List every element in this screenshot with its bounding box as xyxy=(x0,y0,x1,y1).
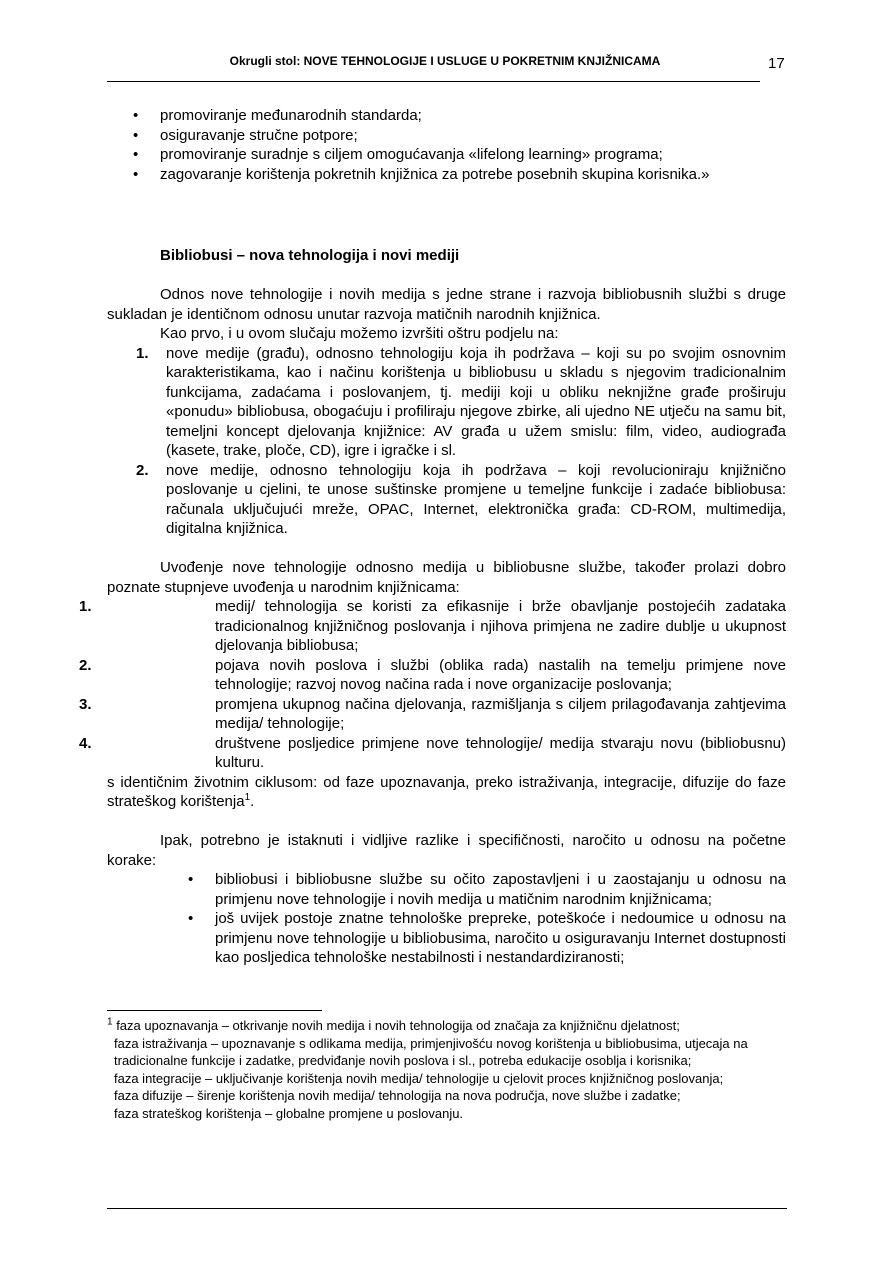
list-item: 1. medij/ tehnologija se koristi za efikasnije i brže obavljanje postojećih zadataka tradicionalnog knjižničnog poslovanja i njihova primjena ne zadire dublje u ukupnost djelovanja bibliobusa; xyxy=(79,598,786,654)
list-number: 3. xyxy=(79,695,92,713)
numbered-list-stages xyxy=(79,597,786,773)
paragraph: Uvođenje nove tehnologije odnosno medija u bibliobusne službe, također prolazi dobro poznate stupnjeve uvođenja u narodnim knjižnicama: xyxy=(107,559,786,596)
paragraph: Ipak, potrebno je istaknuti i vidljive razlike i specifičnosti, naročito u odnosu na početne korake: xyxy=(107,832,786,869)
list-item: • osiguravanje stručne potpore; xyxy=(133,126,358,144)
footnote-item: faza istraživanja – upoznavanje s odlikama medija, primjenjivošću novog korištenja u bibliobusima, utjecaja na tradicionalne funkcije i zadatke, predviđanje novih poslova i sl., potreba edukacije osoblja i korisnika; xyxy=(114,1035,748,1068)
footnote-divider xyxy=(107,1010,322,1011)
list-item: • promoviranje međunarodnih standarda; xyxy=(133,107,422,124)
bullet-icon: • xyxy=(188,910,194,927)
list-number: 1. xyxy=(79,598,92,615)
bullet-list-top xyxy=(107,106,786,184)
bullet-list-differences xyxy=(107,870,786,968)
list-item: • bibliobusi i bibliobusne službe su očito zapostavljeni i u zaostajanju u odnosu na primjenu nove tehnologije i novih medija u matičnim narodnim knjižnicama; xyxy=(188,871,786,908)
list-number: 2. xyxy=(79,656,92,674)
list-number: 4. xyxy=(79,734,92,752)
bullet-icon: • xyxy=(133,126,139,144)
footnotes xyxy=(107,1017,786,1122)
list-item: 2. nove medije, odnosno tehnologiju koja ih podržava – koji revolucioniraju knjižnično poslovanje u cjelini, te unose suštinske promjene u temeljne funkcije i zadaće bibliobusa: računala uključujući mreže, OPAC, Internet, elektronička građa: CD-ROM, multimedija, digitalna knjižnica. xyxy=(136,461,786,537)
footnote-item: $^1$ faza upoznavanja – otkrivanje novih medija i novih tehnologija od značaja za knjižničnu djelatnost; xyxy=(107,1016,680,1033)
bullet-icon: • xyxy=(188,871,194,888)
list-item: 2. pojava novih poslova i službi (oblika rada) nastalih na temelju primjene nove tehnologije; razvoj novog načina rada i nove organizacije poslovanja; xyxy=(79,656,786,693)
footnote-reference[interactable]: 1 xyxy=(244,792,251,803)
page-body xyxy=(79,106,786,968)
list-item: • još uvijek postoje znatne tehnološke prepreke, poteškoće i nedoumice u odnosu na primjenu nove tehnologije u bibliobusima, naročito u osiguravanju Internet dostupnosti kao posljedica tehnološke nestabilnosti i nestandardiziranosti; xyxy=(188,910,786,966)
list-number: 1. xyxy=(136,344,149,362)
list-item: 1. nove medije (građu), odnosno tehnologiju koja ih podržava – koji su po svojim osnovnim karakteristikama, kao i načinu korištenja u bibliobusu u skladu s njegovim tradicionalnim funkcijama, zadaćama i poslovanjem, tj. mediji koji u obliku neknjižne građe proširuju «ponudu» bibliobusa, obogaćuju i profiliraju njegove zbirke, ali ujedno NE utječu na samu bit, temeljni koncept djelovanja knjižnice: AV građa u užem smislu: film, video, audiograđa (kasete, trake, ploče, CD), igre i igračke i sl. xyxy=(136,344,786,459)
running-header-title: Okrugli stol: NOVE TEHNOLOGIJE I USLUGE U POKRETNIM KNJIŽNICAMA xyxy=(229,54,661,68)
bullet-icon: • xyxy=(133,146,139,163)
list-item: 4. društvene posljedice primjene nove tehnologije/ medija stvaraju novu (bibliobusnu) kulturu. xyxy=(79,734,786,771)
bullet-icon: • xyxy=(133,165,139,183)
footnote-item: faza strateškog korištenja – globalne promjene u poslovanju. xyxy=(114,1105,464,1121)
bullet-icon: • xyxy=(133,107,139,124)
list-item: 3. promjena ukupnog načina djelovanja, razmišljanja s ciljem prilagođavanja zahtjevima medija/ tehnologije; xyxy=(79,695,786,732)
header-divider xyxy=(107,81,760,82)
footnote-item: faza integracije – uključivanje korištenja novih medija/ tehnologije u cjelovit proces knjižničnog poslovanja; xyxy=(114,1070,724,1086)
numbered-list-media xyxy=(107,344,786,539)
paragraph: Odnos nove tehnologije i novih medija s jedne strane i razvoja bibliobusnih službi s druge sukladan je identičnom odnosu unutar razvoja matičnih narodnih knjižnica. xyxy=(107,286,786,323)
list-item: • zagovaranje korištenja pokretnih knjižnica za potrebe posebnih skupina korisnika.» xyxy=(133,165,710,183)
paragraph: Kao prvo, i u ovom slučaju možemo izvršiti oštru podjelu na: xyxy=(160,325,559,342)
list-item: • promoviranje suradnje s ciljem omogućavanja «lifelong learning» programa; xyxy=(133,146,663,163)
list-number: 2. xyxy=(136,461,149,479)
page-number: 17 xyxy=(768,55,785,72)
footer-divider xyxy=(107,1208,787,1209)
paragraph: s identičnim životnim ciklusom: od faze upoznavanja, preko istraživanja, integracije, difuzije do faze strateškog korištenja$^1$. xyxy=(107,773,786,810)
footnote-item: faza difuzije – širenje korištenja novih medija/ tehnologija na nova područja, nove službe i zadatke; xyxy=(114,1088,681,1103)
footnote-marker: 1 xyxy=(107,1016,113,1028)
section-heading: Bibliobusi – nova tehnologija i novi mediji xyxy=(160,247,460,264)
